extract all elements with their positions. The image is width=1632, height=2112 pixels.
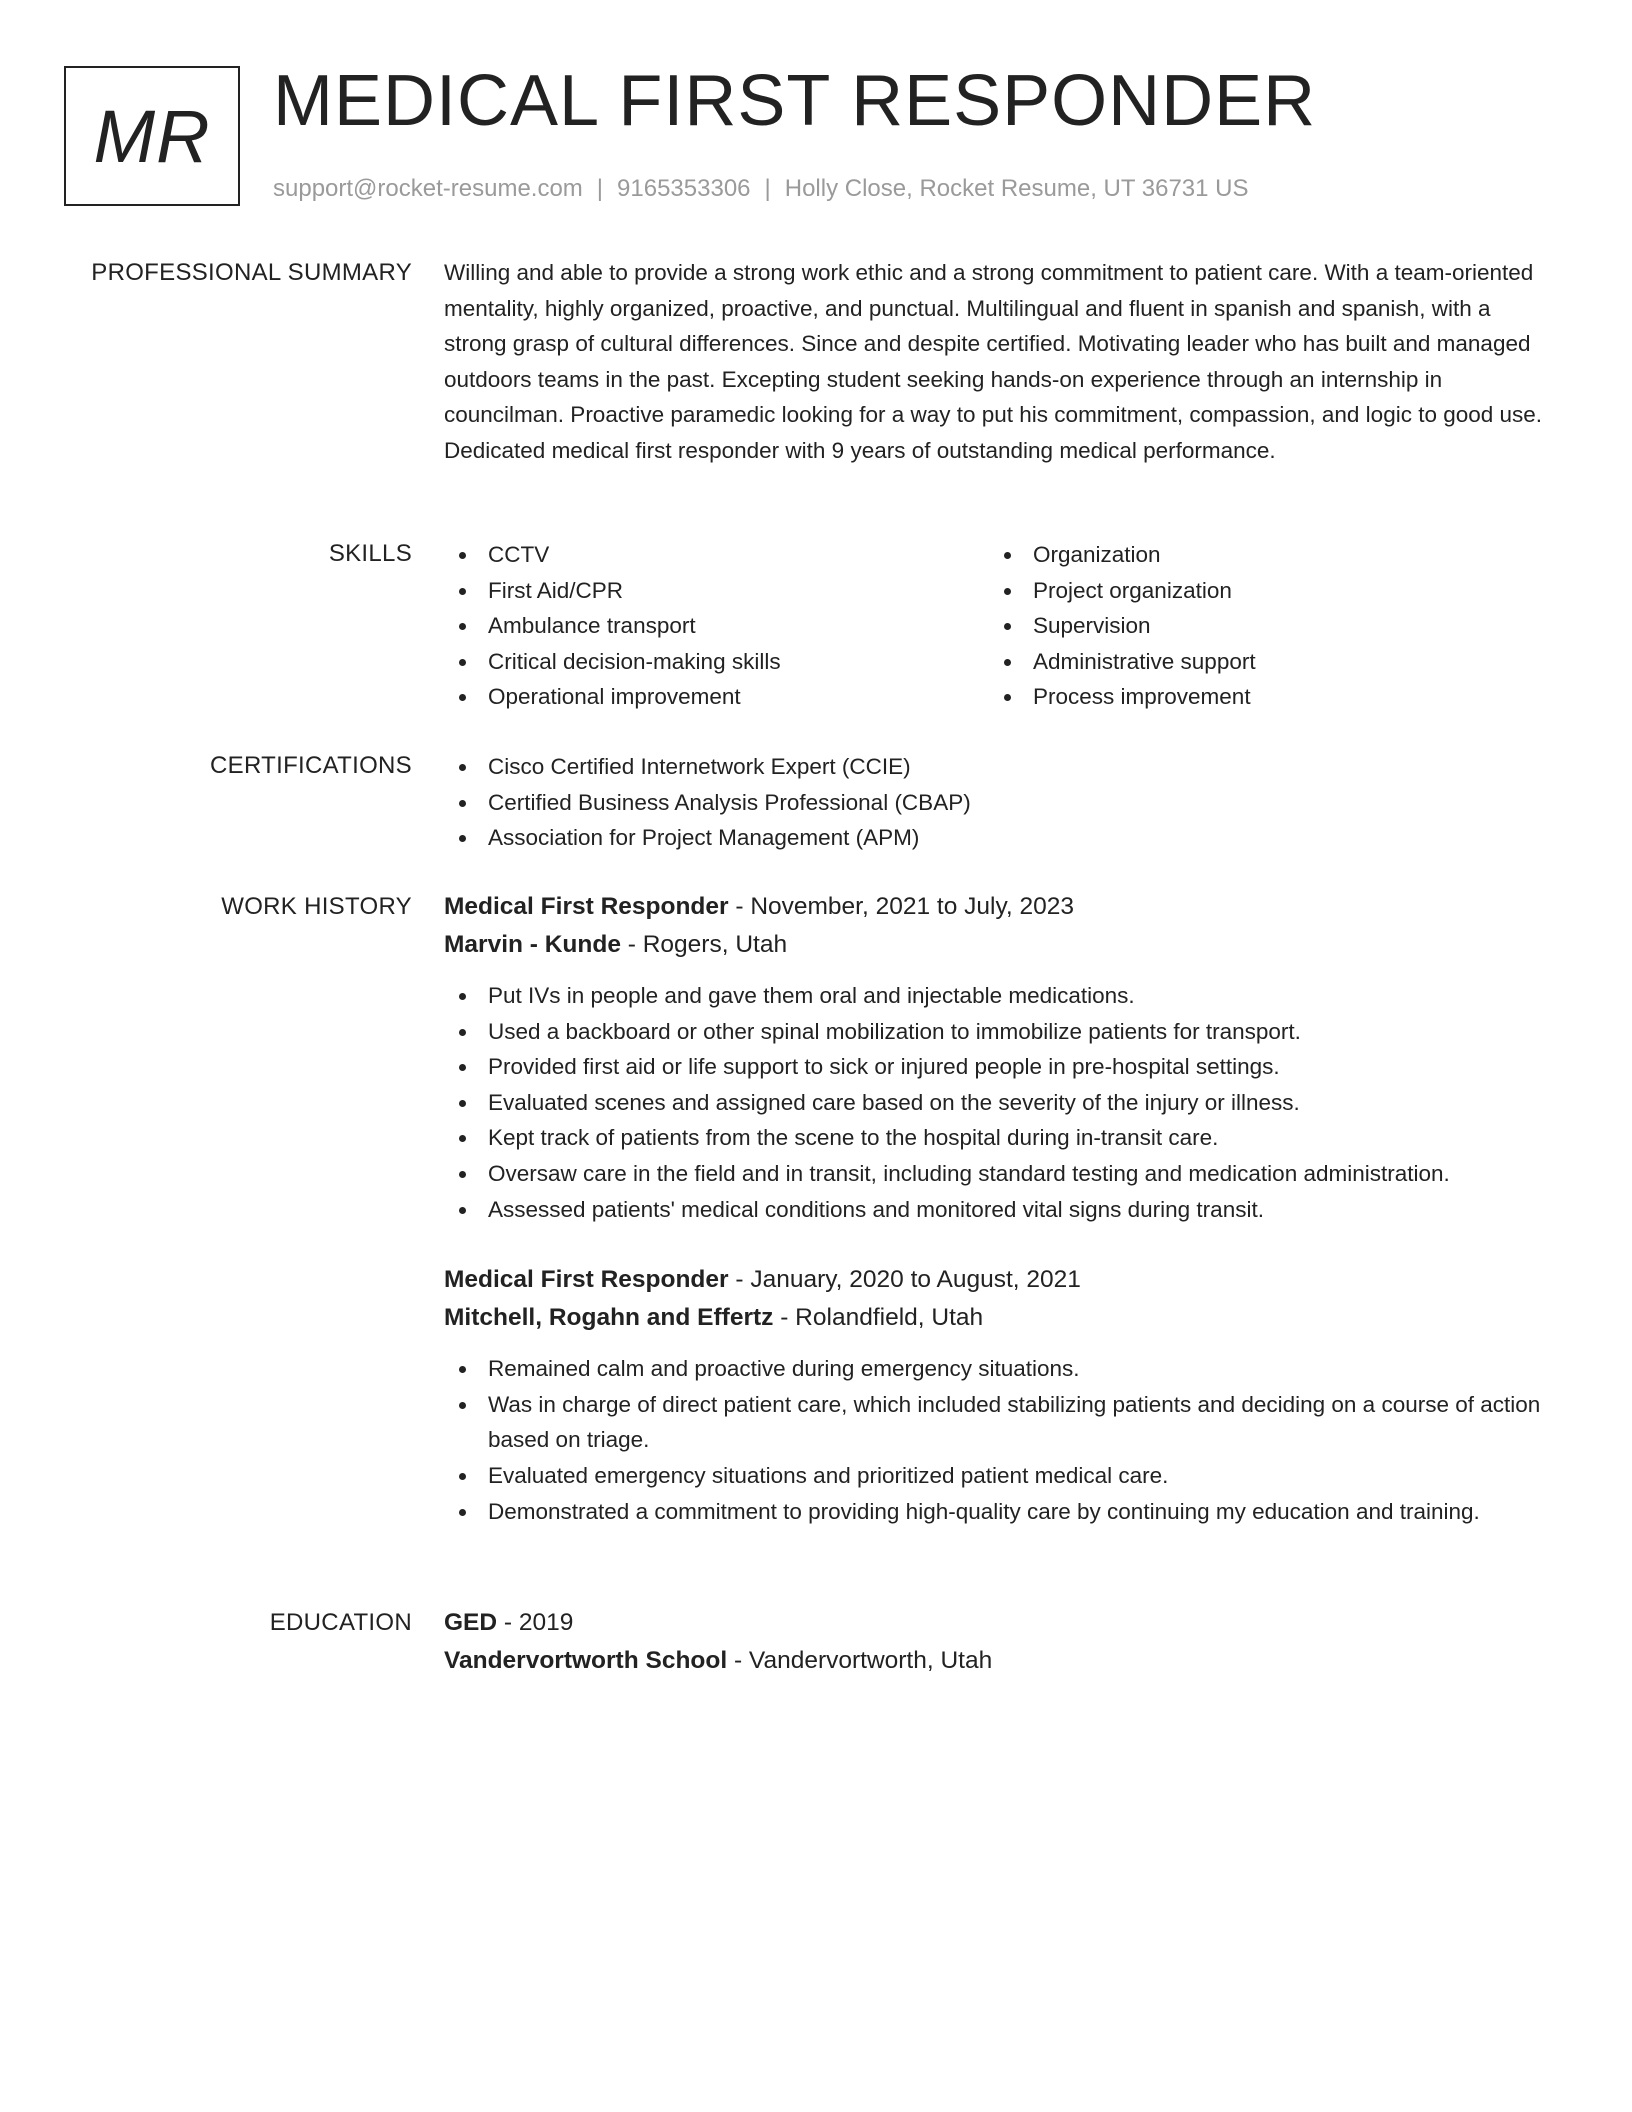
certification-item: Cisco Certified Internetwork Expert (CCIE) [444,749,1554,785]
education-location: - Vandervortworth, Utah [727,1647,993,1674]
job-duty: Oversaw care in the field and in transit, including standard testing and medication administration. [444,1156,1554,1192]
education-degree: GED [444,1609,498,1636]
skill-item: Critical decision-making skills [444,644,989,680]
contact-line [273,174,1249,204]
contact-address: Holly Close, Rocket Resume, UT 36731 US [784,175,1249,202]
skills-columns [444,537,1554,715]
job-entry [444,1261,1554,1529]
job-title-line [444,1261,1554,1299]
job-duty: Provided first aid or life support to sick or injured people in pre-hospital settings. [444,1049,1554,1085]
job-company: Marvin - Kunde [444,931,621,958]
skill-item: Organization [989,537,1534,573]
certification-item: Certified Business Analysis Professional (CBAP) [444,785,1554,821]
job-duty: Kept track of patients from the scene to the hospital during in-transit care. [444,1120,1554,1156]
job-duties-list [444,1351,1554,1529]
job-duty: Used a backboard or other spinal mobilization to immobilize patients for transport. [444,1014,1554,1050]
certification-item: Association for Project Management (APM) [444,820,1554,856]
skills-list-right [989,537,1534,715]
job-duty: Evaluated scenes and assigned care based on the severity of the injury or illness. [444,1085,1554,1121]
skills-body [444,537,1554,715]
summary-body [444,255,1554,469]
job-duties-list [444,978,1554,1227]
job-dates: - January, 2020 to August, 2021 [728,1266,1081,1294]
job-duty: Assessed patients' medical conditions and monitored vital signs during transit. [444,1192,1554,1228]
skill-item: First Aid/CPR [444,573,989,609]
job-title-line [444,888,1554,926]
monogram: MR [64,66,240,206]
candidate-name: MEDICAL FIRST RESPONDER [273,61,1317,141]
education-year: - 2019 [497,1609,574,1636]
job-title: Medical First Responder [444,1266,729,1294]
skill-item: Operational improvement [444,679,989,715]
certifications-list [444,749,1554,856]
education-school-line [444,1642,1554,1680]
job-duty: Put IVs in people and gave them oral and injectable medications. [444,978,1554,1014]
job-duty: Demonstrated a commitment to providing high-quality care by continuing my education and training. [444,1494,1554,1530]
job-company-line [444,1299,1554,1337]
job-duty: Was in charge of direct patient care, which included stabilizing patients and deciding on a course of action based on triage. [444,1387,1554,1458]
certifications-body [444,749,1554,856]
education-degree-line [444,1604,1554,1642]
education-body [444,1604,1554,1694]
contact-phone: 9165353306 [617,175,751,202]
skill-item: Process improvement [989,679,1534,715]
skill-item: Ambulance transport [444,608,989,644]
skill-item: Supervision [989,608,1534,644]
contact-separator: | [596,175,604,202]
job-entry [444,888,1554,1227]
section-heading: SKILLS [328,540,412,567]
skills-list-left [444,537,989,715]
contact-email: support@rocket-resume.com [273,175,583,202]
skill-item: CCTV [444,537,989,573]
job-dates: - November, 2021 to July, 2023 [728,893,1075,920]
job-duty: Evaluated emergency situations and prioritized patient medical care. [444,1458,1554,1494]
section-heading: WORK HISTORY [221,893,412,920]
job-location: - Rolandfield, Utah [773,1304,984,1332]
section-heading: CERTIFICATIONS [210,752,412,779]
contact-separator: | [764,175,771,202]
section-heading: PROFESSIONAL SUMMARY [91,259,412,286]
summary-text: Willing and able to provide a strong work ethic and a strong commitment to patient care. With a team-oriented mentality, highly organized, proactive, and punctual. Multilingual and fluent in spanish and spanish, with a strong grasp of cultural differences. Since and despite certified. Motivating leader who has built and managed outdoors teams in the past. Excepting student seeking hands-on experience through an internship in councilman. Proactive paramedic looking for a way to put his commitment, compassion, and logic to good use. Dedicated medical first responder with 9 years of outstanding medical performance. [444,260,1543,463]
work-history-body [444,888,1554,1529]
job-location: - Rogers, Utah [620,931,788,958]
job-title: Medical First Responder [444,893,729,920]
job-company-line [444,926,1554,964]
job-duty: Remained calm and proactive during emergency situations. [444,1351,1554,1387]
skill-item: Project organization [989,573,1534,609]
job-company: Mitchell, Rogahn and Effertz [444,1304,774,1332]
skill-item: Administrative support [989,644,1534,680]
section-heading: EDUCATION [269,1609,412,1636]
education-school: Vandervortworth School [444,1647,728,1674]
